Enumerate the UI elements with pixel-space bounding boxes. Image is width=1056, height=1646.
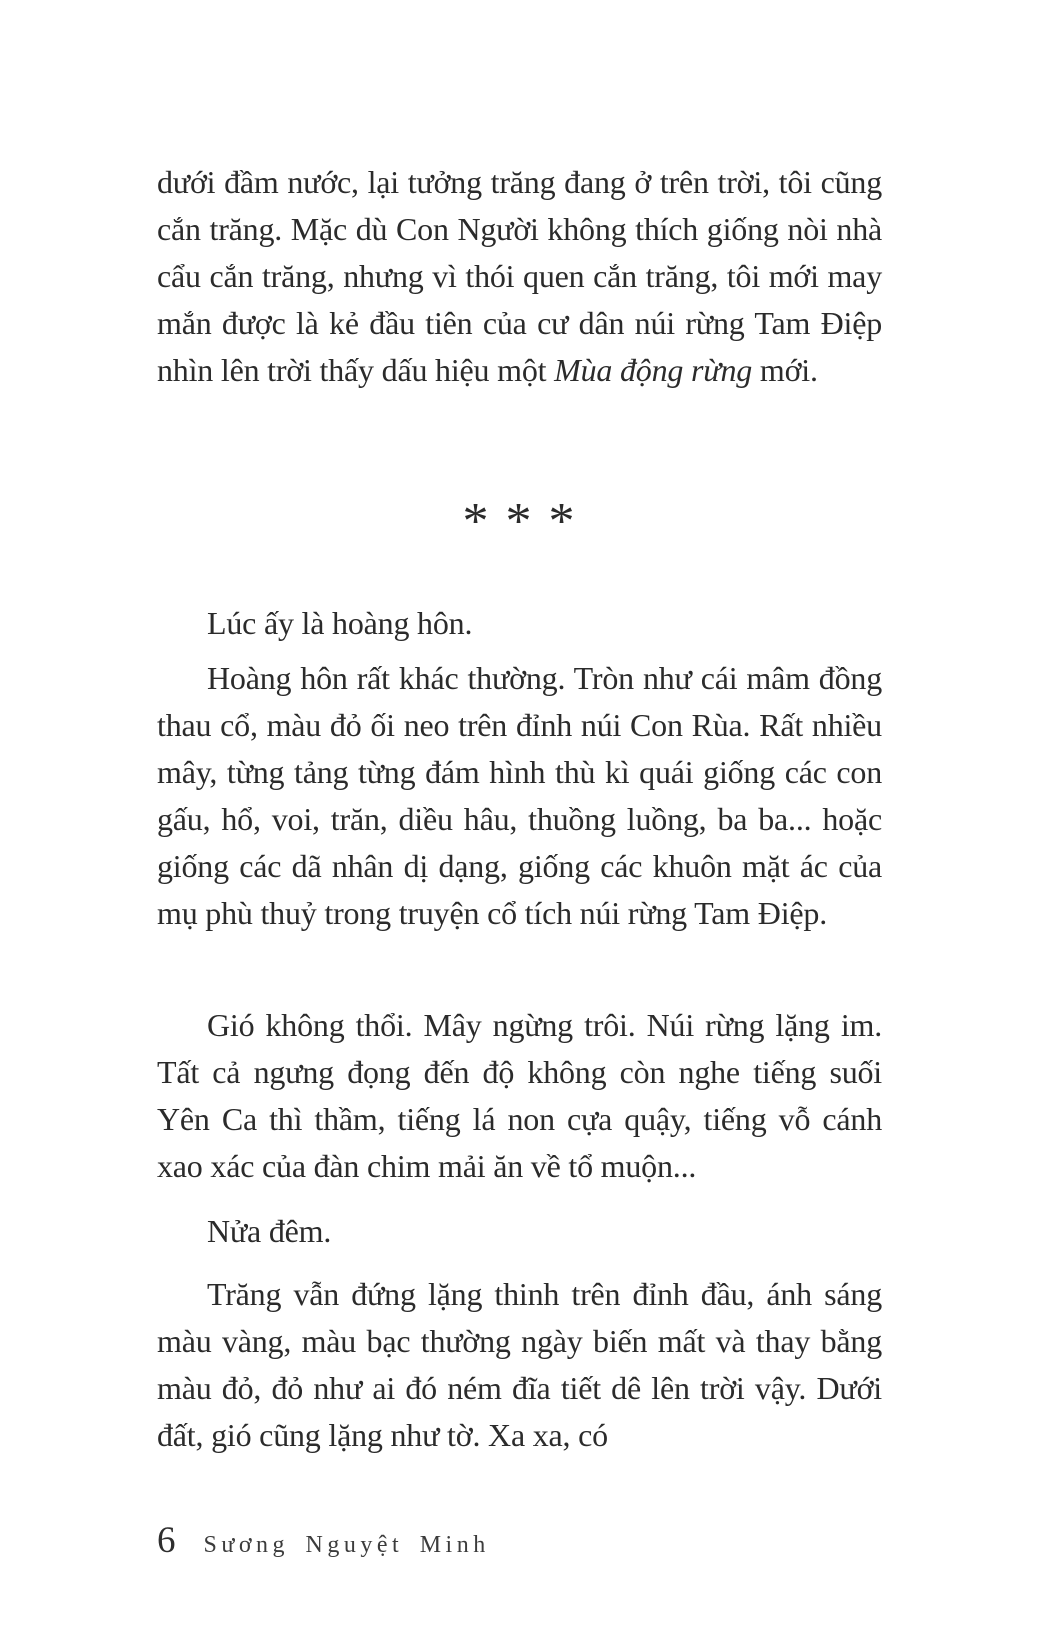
author-name: Sương Nguyệt Minh [203, 1532, 490, 1558]
paragraph-stillness: Gió không thổi. Mây ngừng trôi. Núi rừng lặng im. Tất cả ngưng đọng đến độ không còn nghe tiếng suối Yên Ca thì thầm, tiếng lá non cựa quậy, tiếng vỗ cánh xao xác của đàn chim mải ăn về tổ muộn... [157, 1007, 882, 1184]
paragraph-twilight-intro: Lúc ấy là hoàng hôn. [207, 605, 473, 641]
italic-phrase: Mùa động rừng [554, 352, 753, 388]
page-number: 6 [157, 1520, 176, 1561]
continuation-text-after-italic: mới. [752, 352, 818, 388]
paragraph-red-moon: Trăng vẫn đứng lặng thinh trên đỉnh đầu, ánh sáng màu vàng, màu bạc thường ngày biến mất và thay bằng màu đỏ, đỏ như ai đó ném đĩa tiết dê lên trời vậy. Dưới đất, gió cũng lặng như tờ. Xa xa, có [157, 1276, 882, 1453]
continuation-text-before-italic: dưới đầm nước, lại tưởng trăng đang ở trên trời, tôi cũng cắn trăng. Mặc dù Con Người không thích giống nòi nhà cẩu cắn trăng, nhưng vì thói quen cắn trăng, tôi mới may mắn được là kẻ đầu tiên của cư dân núi rừng Tam Điệp nhìn lên trời thấy dấu hiệu một [157, 164, 882, 388]
paragraph-continuation [157, 159, 882, 394]
paragraph-midnight: Nửa đêm. [207, 1213, 332, 1249]
paragraph-twilight-description: Hoàng hôn rất khác thường. Tròn như cái mâm đồng thau cổ, màu đỏ ối neo trên đỉnh núi Con Rùa. Rất nhiều mây, từng tảng từng đám hình thù kì quái giống các con gấu, hổ, voi, trăn, diều hâu, thuồng luồng, ba ba... hoặc giống các dã nhân dị dạng, giống các khuôn mặt ác của mụ phù thuỷ trong truyện cổ tích núi rừng Tam Điệp. [157, 660, 882, 931]
page-footer [157, 1521, 490, 1565]
section-separator: * * * [462, 493, 577, 550]
